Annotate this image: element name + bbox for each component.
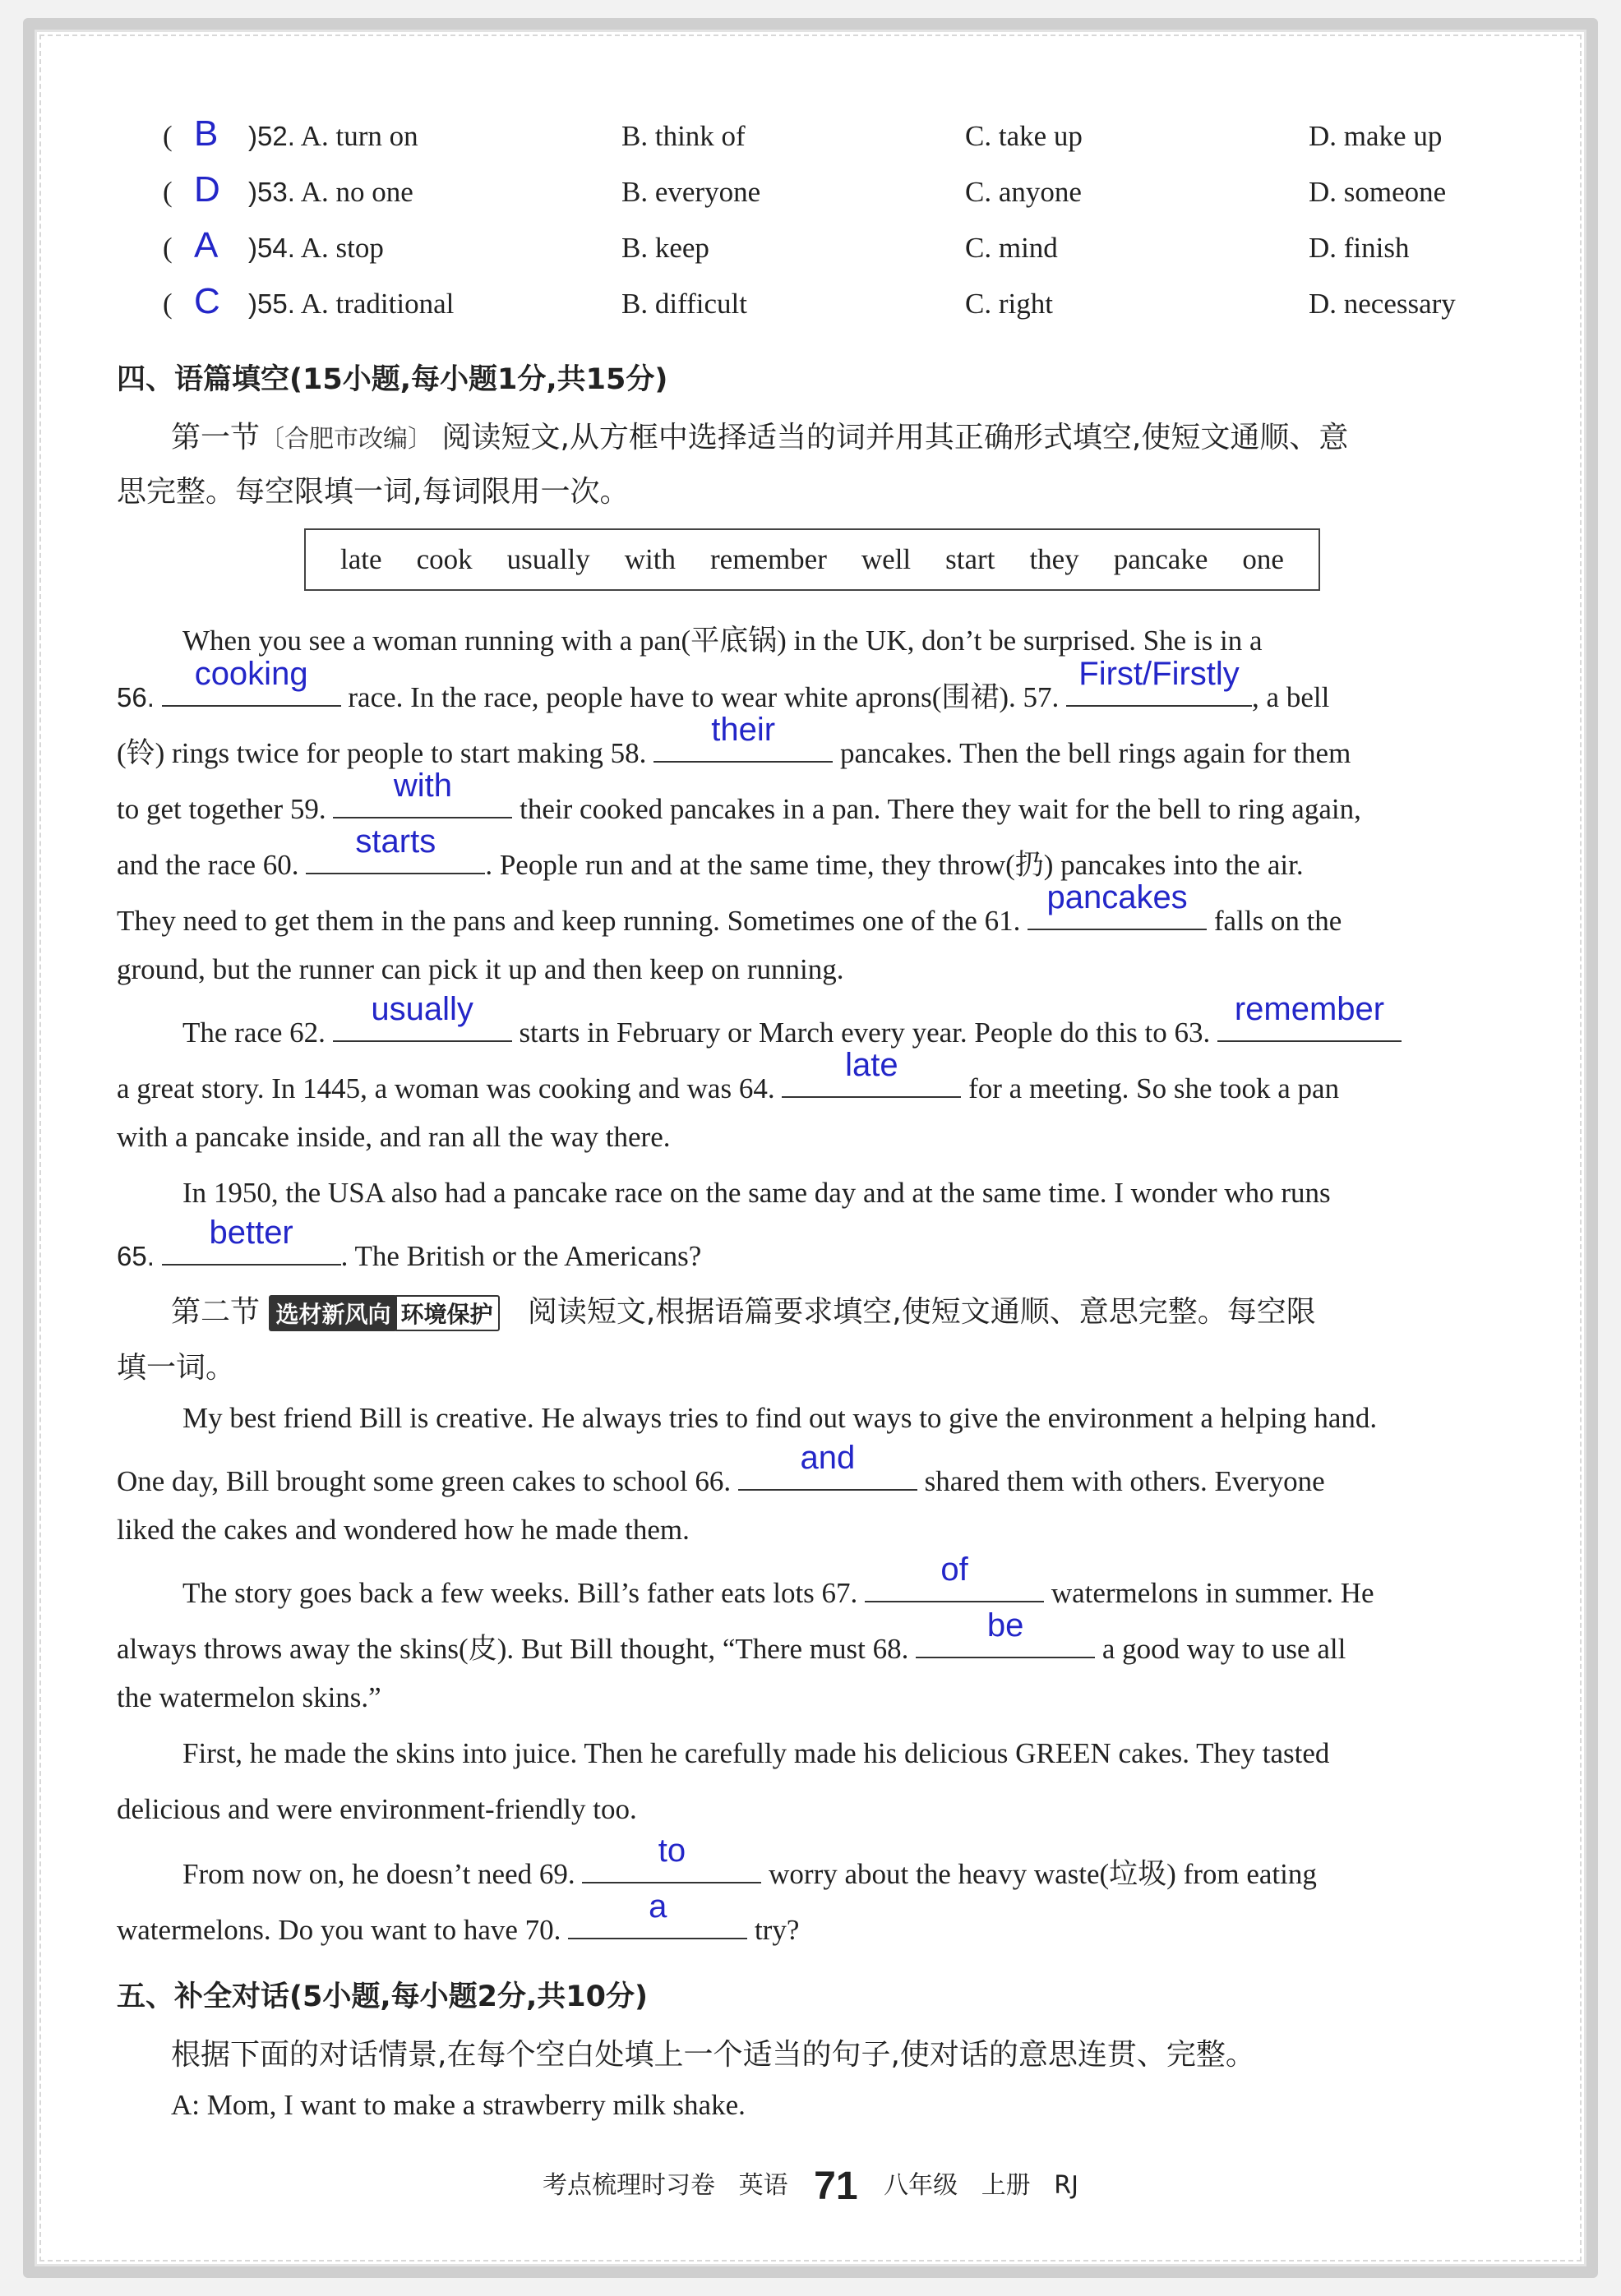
part2-intro-cont: 填一词。 <box>117 1351 236 1385</box>
mc-answer: C <box>194 281 220 321</box>
mc-number: )55. A. traditional <box>248 288 455 320</box>
passage1-line: In 1950, the USA also had a pancake race on the same day and at the same time. I wonder who runs <box>182 1177 1331 1209</box>
tag-environment: 环境保护 <box>394 1295 499 1331</box>
passage1-line: They need to get them in the pans and keep running. Sometimes one of the 61. pancakes falls on the <box>117 879 1342 937</box>
passage1-line: and the race 60. starts . People run and at the same time, they throw(扔) pancakes into the air. <box>117 823 1304 881</box>
passage2-line: the watermelon skins.” <box>117 1681 381 1713</box>
answer-blank-67: of <box>865 1570 1044 1602</box>
answer-blank-61: pancakes <box>1028 897 1207 930</box>
answer-blank-62: usually <box>333 1009 512 1042</box>
section-4-heading: 四、语篇填空(15小题,每小题1分,共15分) <box>117 363 668 396</box>
passage1-line: with a pancake inside, and ran all the way there. <box>117 1121 671 1153</box>
word-item: they <box>1029 543 1079 575</box>
mc-number: )53. A. no one <box>248 176 413 208</box>
word-item: cook <box>416 543 473 575</box>
answer-blank-65: better <box>162 1233 341 1266</box>
part2-intro: 第二节 选材新风向 环境保护 阅读短文,根据语篇要求填空,使短文通顺、意思完整。每空限 <box>171 1289 1316 1331</box>
word-box <box>304 528 1320 591</box>
passage2-line: liked the cakes and wondered how he made them. <box>117 1514 690 1546</box>
mc-answer: B <box>194 113 219 154</box>
section-5-heading: 五、补全对话(5小题,每小题2分,共10分) <box>117 1980 648 2013</box>
passage2-line: delicious and were environment-friendly too. <box>117 1793 637 1825</box>
answer-blank-68: be <box>916 1625 1095 1658</box>
word-item: pancake <box>1113 543 1208 575</box>
paren-open: ( <box>163 176 173 208</box>
paren-open: ( <box>163 232 173 264</box>
mc-answer: A <box>194 225 219 265</box>
page-footer <box>0 2164 1621 2209</box>
passage2-line: My best friend Bill is creative. He always tries to find out ways to give the environment a helping hand. <box>182 1402 1378 1434</box>
passage1-line: ground, but the runner can pick it up and then keep on running. <box>117 953 844 985</box>
mc-option-d: D. finish <box>1309 232 1410 264</box>
mc-option-c: C. anyone <box>965 176 1082 208</box>
tag-new-trend: 选材新风向 <box>269 1295 397 1331</box>
mc-option-b: B. think of <box>621 120 746 152</box>
mc-option-c: C. mind <box>965 232 1058 264</box>
word-item: well <box>861 543 912 575</box>
word-item: start <box>945 543 995 575</box>
footer-edition: RJ <box>1054 2171 1078 2200</box>
passage1-line: 65. better . The British or the Americans? <box>117 1215 702 1272</box>
mc-option-c: C. right <box>965 288 1053 320</box>
passage2-line: First, he made the skins into juice. Then he carefully made his delicious GREEN cakes. They tasted <box>182 1737 1330 1769</box>
answer-blank-70: a <box>568 1906 747 1939</box>
passage1-line: The race 62. usually starts in February or March every year. People do this to 63. remember <box>182 1009 1402 1049</box>
answer-blank-59: with <box>333 786 512 818</box>
passage2-line: From now on, he doesn’t need 69. to worry about the heavy waste(垃圾) from eating <box>182 1833 1317 1890</box>
passage1-line: (铃) rings twice for people to start making 58. their pancakes. Then the bell rings again for them <box>117 712 1351 769</box>
paren-open: ( <box>163 120 173 152</box>
passage2-line: always throws away the skins(皮). But Bill thought, “There must 68. be a good way to use all <box>117 1607 1346 1665</box>
mc-option-d: D. someone <box>1309 176 1447 208</box>
mc-number: )52. A. turn on <box>248 120 418 152</box>
passage2-line: watermelons. Do you want to have 70. a try? <box>117 1888 800 1946</box>
answer-blank-60: starts <box>306 841 485 874</box>
mc-option-b: B. keep <box>621 232 709 264</box>
mc-option-b: B. everyone <box>621 176 761 208</box>
mc-option-d: D. necessary <box>1309 288 1456 320</box>
mc-option-b: B. difficult <box>621 288 747 320</box>
word-item: remember <box>710 543 827 575</box>
mc-answer: D <box>194 169 220 210</box>
word-item: usually <box>506 543 590 575</box>
part1-intro: 第一节〔合肥市改编〕 阅读短文,从方框中选择适当的词并用其正确形式填空,使短文通顺、意 <box>171 421 1349 454</box>
passage2-line: One day, Bill brought some green cakes to school 66. and shared them with others. Everyone <box>117 1440 1325 1497</box>
passage1-line: to get together 59. with their cooked pancakes in a pan. There they wait for the bell to ring again, <box>117 768 1361 825</box>
answer-blank-58: their <box>653 730 833 763</box>
dialogue-line: A: Mom, I want to make a strawberry milk shake. <box>171 2089 746 2121</box>
footer-subject: 英语 <box>738 2171 788 2200</box>
paren-open: ( <box>163 288 173 320</box>
section-5-intro: 根据下面的对话情景,在每个空白处填上一个适当的句子,使对话的意思连贯、完整。 <box>171 2038 1255 2072</box>
mc-option-c: C. take up <box>965 120 1083 152</box>
word-item: late <box>340 543 382 575</box>
footer-grade: 八年级 <box>884 2171 958 2200</box>
answer-blank-69: to <box>582 1851 761 1883</box>
mc-option-d: D. make up <box>1309 120 1443 152</box>
mc-number: )54. A. stop <box>248 232 384 264</box>
passage2-line: The story goes back a few weeks. Bill’s father eats lots 67. of watermelons in summer. He <box>182 1551 1374 1609</box>
passage1-line: 56. cooking race. In the race, people have to wear white aprons(围裙). 57. First/Firstly , a bell <box>117 656 1330 713</box>
answer-blank-64: late <box>782 1065 961 1098</box>
passage1-line: When you see a woman running with a pan(平底锅) in the UK, don’t be surprised. She is in a <box>182 625 1263 657</box>
word-item: one <box>1242 543 1284 575</box>
passage1-line: a great story. In 1445, a woman was cooking and was 64. late for a meeting. So she took a pan <box>117 1047 1340 1104</box>
answer-blank-57: First/Firstly <box>1066 674 1252 707</box>
answer-blank-56: cooking <box>162 674 341 707</box>
footer-volume: 上册 <box>981 2171 1031 2200</box>
footer-book: 考点梳理时习卷 <box>542 2171 715 2200</box>
word-item: with <box>624 543 676 575</box>
answer-blank-63: remember <box>1217 1009 1402 1042</box>
page-number: 71 <box>814 2165 858 2208</box>
part1-intro-cont: 思完整。每空限填一词,每词限用一次。 <box>117 475 630 509</box>
answer-blank-66: and <box>738 1458 917 1491</box>
